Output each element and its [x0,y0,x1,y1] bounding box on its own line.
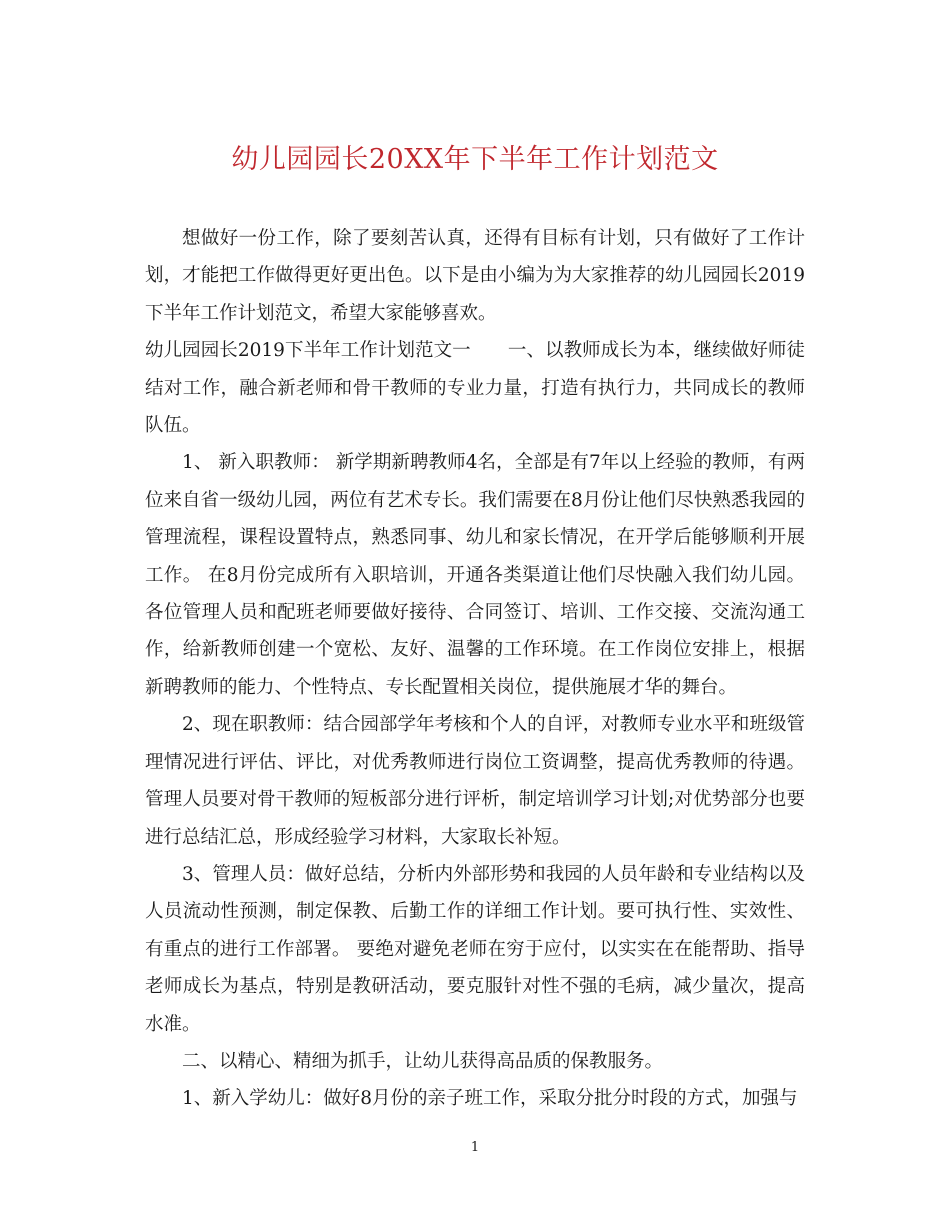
section-two-heading: 二、以精心、精细为抓手，让幼儿获得高品质的保教服务。 [182,1050,664,1072]
page-number: 1 [470,1140,480,1155]
document-title: 幼儿园园长20XX年下半年工作计划范文 [231,144,719,175]
new-teachers-paragraph: 1、 新入职教师： 新学期新聘教师4名，全部是有7年以上经验的教师，有两位来自省一级幼儿园，两位有艺术专长。我们需要在8月份让他们尽快熟悉我园的管理流程，课程设置特点，熟悉同事、幼儿和家长情况，在开学后能够顺利开展工作。 在8月份完成所有入职培训，开通各类渠道让他们尽快融入我们幼儿园。各位管理人员和配班老师要做好接待、合同签订、培训、工作交接、交流沟通工作，给新教师创建一个宽松、友好、温馨的工作环境。在工作岗位安排上，根据新聘教师的能力、个性特点、专长配置相关岗位，提供施展才华的舞台。 [145,452,805,698]
document-body [145,220,805,1118]
current-teachers-paragraph: 2、现在职教师：结合园部学年考核和个人的自评，对教师专业水平和班级管理情况进行评估、评比，对优秀教师进行岗位工资调整，提高优秀教师的待遇。管理人员要对骨干教师的短板部分进行评析，制定培训学习计划;对优势部分也要进行总结汇总，形成经验学习材料，大家取长补短。 [145,714,805,848]
intro-paragraph: 想做好一份工作，除了要刻苦认真，还得有目标有计划，只有做好了工作计划，才能把工作做得更好更出色。以下是由小编为为大家推荐的幼儿园园长2019下半年工作计划范文，希望大家能够喜欢。 [145,228,805,324]
new-children-paragraph: 1、新入学幼儿：做好8月份的亲子班工作，采取分批分时段的方式，加强与 [182,1088,798,1110]
management-paragraph: 3、管理人员：做好总结，分析内外部形势和我园的人员年龄和专业结构以及人员流动性预测，制定保教、后勤工作的详细工作计划。要可执行性、实效性、有重点的进行工作部署。 要绝对避免老师在穷于应付，以实实在在能帮助、指导老师成长为基点，特别是教研活动，要克服针对性不强的毛病，减少量次，提高水准。 [145,863,805,1035]
section-one-paragraph: 幼儿园园长2019下半年工作计划范文一 一、以教师成长为本，继续做好师徒结对工作，融合新老师和骨干教师的专业力量，打造有执行力，共同成长的教师队伍。 [145,340,805,437]
